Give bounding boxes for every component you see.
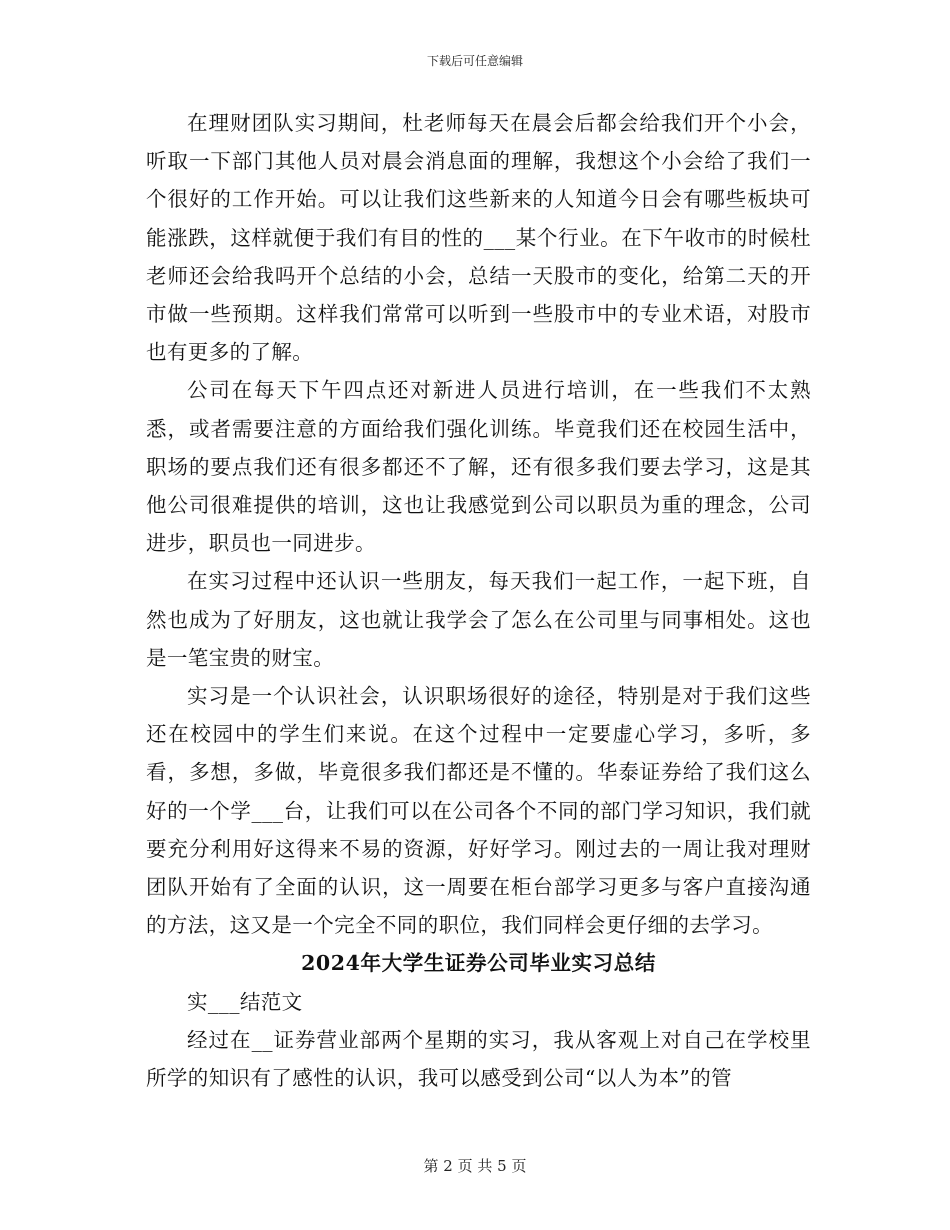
paragraph-friends: 在实习过程中还认识一些朋友，每天我们一起工作，一起下班，自然也成为了好朋友，这也就让我学会了怎么在公司里与同事相处。这也是一笔宝贵的财宝。 bbox=[146, 569, 811, 670]
paragraph-training: 公司在每天下午四点还对新进人员进行培训，在一些我们不太熟悉，或者需要注意的方面给我们强化训练。毕竟我们还在校园生活中，职场的要点我们还有很多都还不了解，还有很多我们要去学习，这是其他公司很难提供的培训，这也让我感觉到公司以职员为重的理念，公司进步，职员也一同进步。 bbox=[146, 378, 811, 556]
section-title: 2024年大学生证券公司毕业实习总结 bbox=[301, 951, 656, 976]
paragraph-summary-intro: 经过在__证券营业部两个星期的实习，我从客观上对自己在学校里所学的知识有了感性的认识，我可以感受到公司“以人为本”的管 bbox=[146, 1027, 811, 1091]
paragraph-reflection: 实习是一个认识社会，认识职场很好的途径，特别是对于我们这些还在校园中的学生们来说。在这个过程中一定要虚心学习，多听，多看，多想，多做，毕竟很多我们都还是不懂的。华泰证券给了我们这么好的一个学___台，让我们可以在公司各个不同的部门学习知识，我们就要充分利用好这得来不易的资源，好好学习。刚过去的一周让我对理财团队开始有了全面的认识，这一周要在柜台部学习更多与客户直接沟通的方法，这又是一个完全不同的职位，我们同样会更仔细的去学习。 bbox=[146, 684, 811, 938]
paragraph-subtitle: 实___结范文 bbox=[187, 989, 303, 1014]
page-header-note: 下载后可任意编辑 bbox=[426, 54, 523, 68]
paragraph-team-meetings: 在理财团队实习期间，杜老师每天在晨会后都会给我们开个小会，听取一下部门其他人员对晨会消息面的理解，我想这个小会给了我们一个很好的工作开始。可以让我们这些新来的人知道今日会有哪些板块可能涨跌，这样就便于我们有目的性的___某个行业。在下午收市的时候杜老师还会给我吗开个总结的小会，总结一天股市的变化，给第二天的开市做一些预期。这样我们常常可以听到一些股市中的专业术语，对股市也有更多的了解。 bbox=[146, 111, 811, 365]
page-number-footer: 第 2 页 共 5 页 bbox=[423, 1157, 527, 1175]
document-body bbox=[146, 104, 811, 1097]
